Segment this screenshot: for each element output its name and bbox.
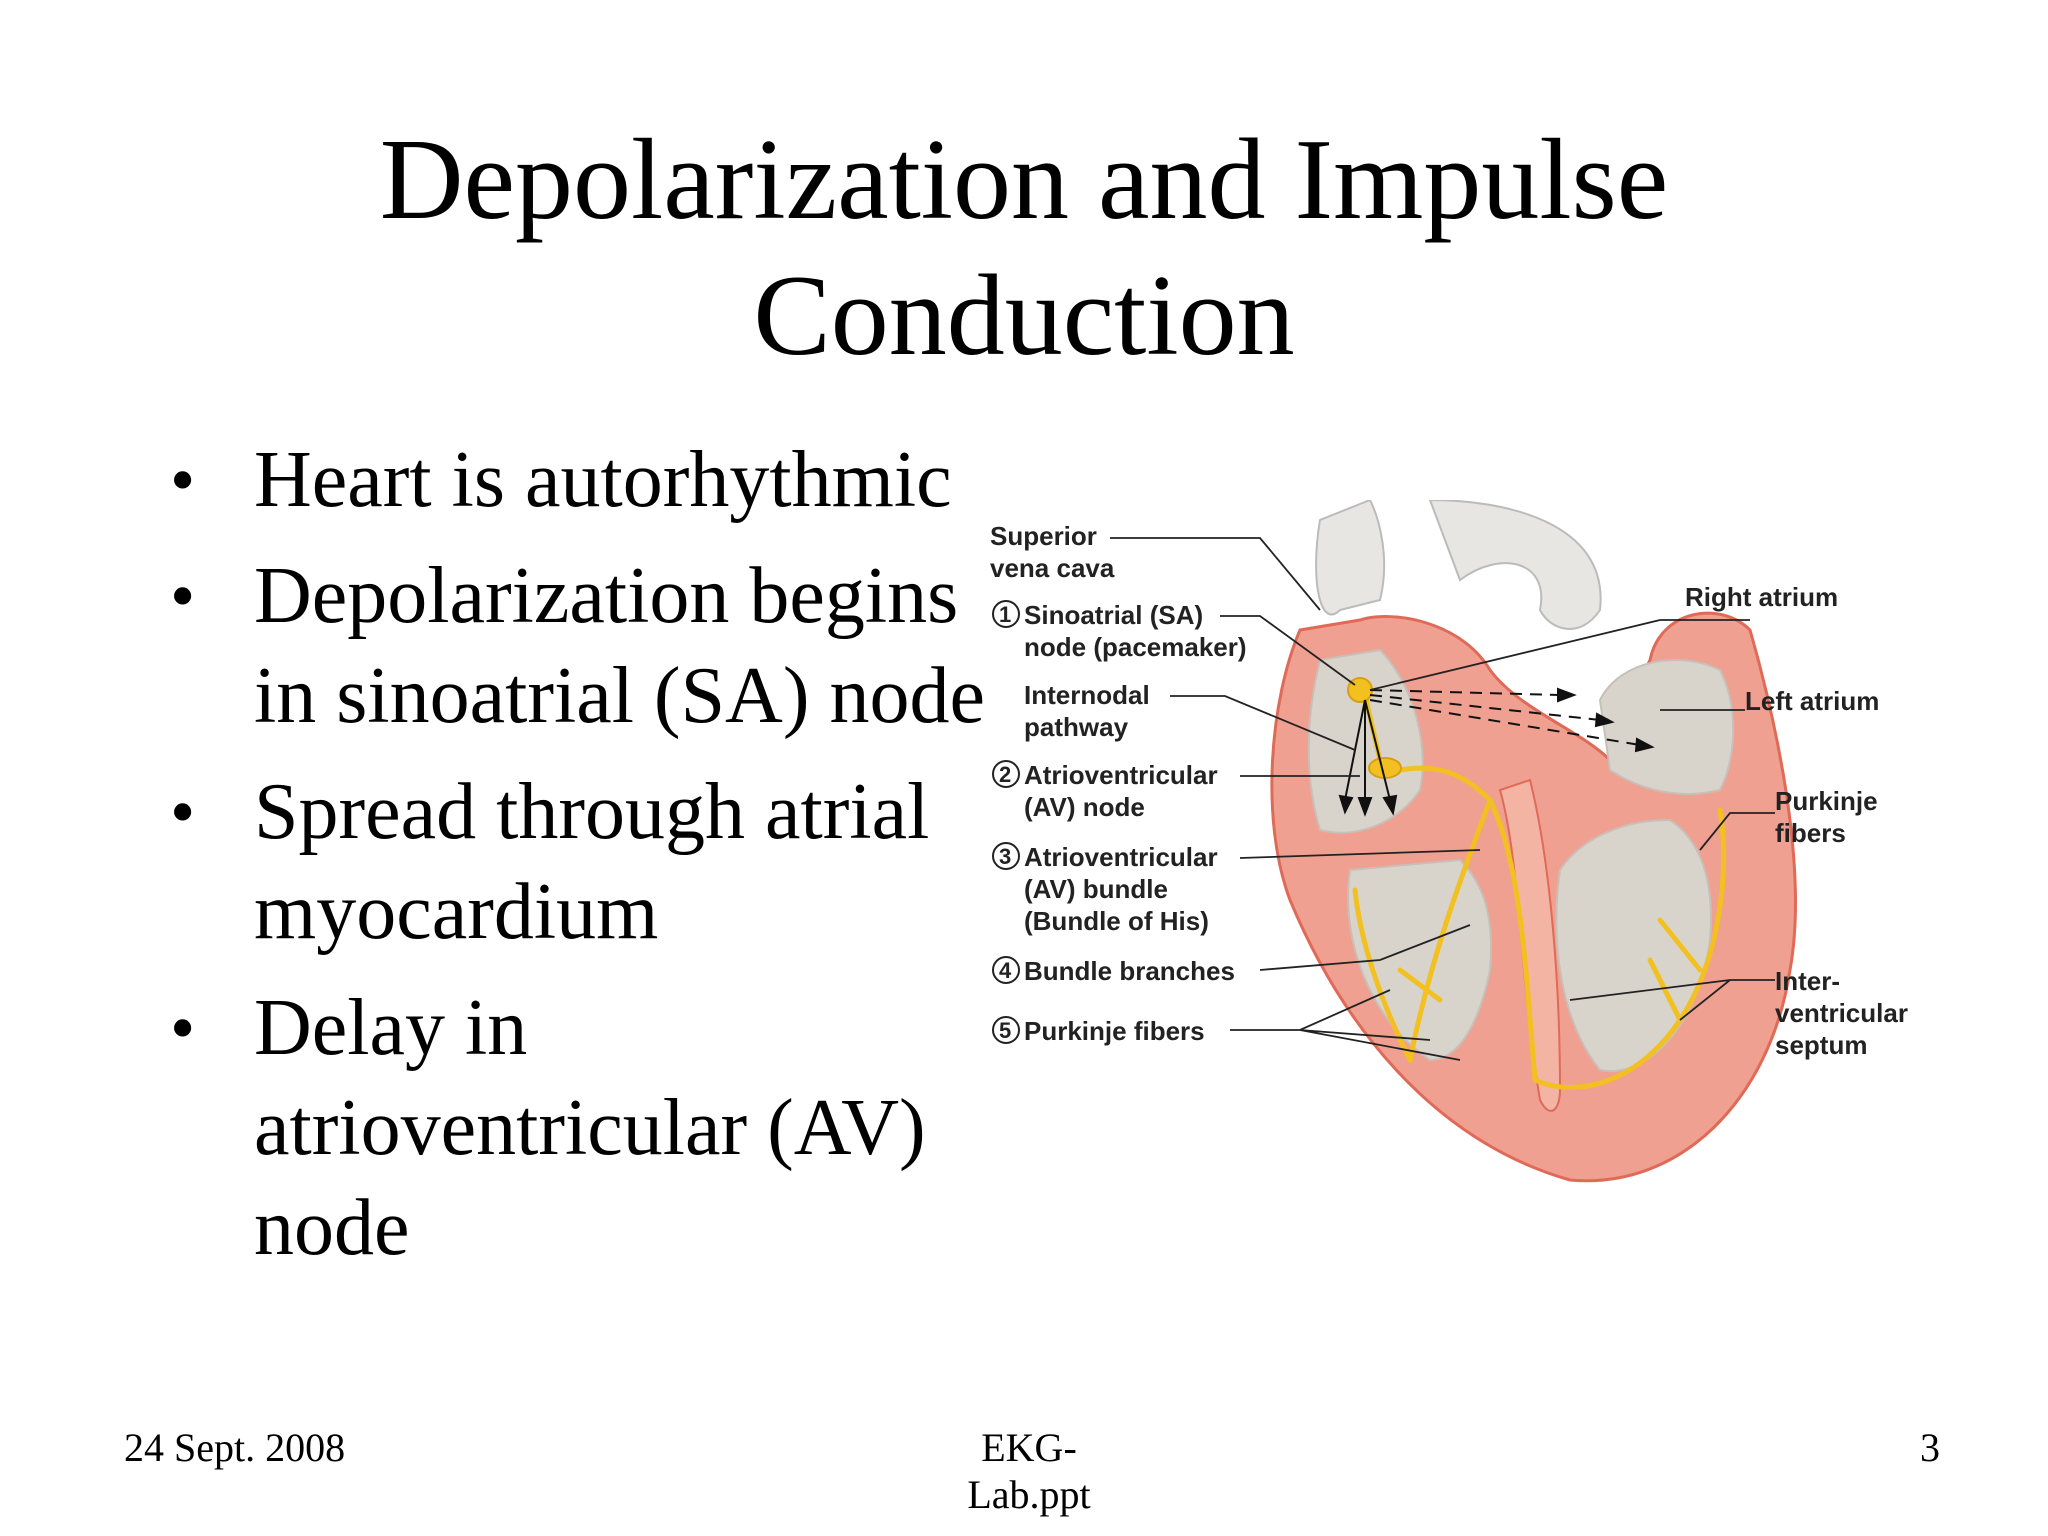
label-superior-vena-cava: Superior vena cava [990, 521, 1115, 583]
label-right-atrium: Right atrium [1685, 582, 1839, 612]
left-labels [990, 521, 1247, 1046]
label-bundle-branches: Bundle branches [1024, 956, 1235, 986]
footer-filename: EKG-Lab.ppt [967, 1425, 1091, 1517]
svg-text:1: 1 [999, 602, 1012, 627]
bullet-item: • Heart is autorhythmic [170, 430, 1000, 530]
svg-text:4: 4 [999, 958, 1012, 983]
label-purkinje-fibers-left: Purkinje fibers [1024, 1016, 1205, 1046]
bullet-list [170, 430, 1000, 1294]
bullet-item: • Spread through atrial myocardium [170, 762, 1000, 962]
label-left-atrium: Left atrium [1745, 686, 1880, 716]
av-node [1369, 758, 1401, 778]
label-av-node: Atrioventricular (AV) node [1024, 760, 1218, 822]
bullet-item: • Delay in atrioventricular (AV) node [170, 978, 1000, 1278]
label-interventricular-septum: Inter-ventricular septum [1775, 966, 1908, 1060]
label-sa-node: Sinoatrial (SA) node (pacemaker) [1024, 600, 1247, 662]
aorta [1430, 500, 1601, 629]
label-internodal-pathway: Internodal pathway [1024, 680, 1150, 742]
bullet-item: • Depolarization begins in sinoatrial (SA) node [170, 546, 1000, 746]
footer-page-number: 3 [1920, 1425, 1940, 1470]
label-purkinje-fibers-right: Purkinje fibers [1775, 786, 1878, 848]
left-atrium-cavity [1600, 660, 1733, 794]
footer-date: 24 Sept. 2008 [124, 1425, 346, 1470]
svg-text:5: 5 [999, 1018, 1012, 1043]
svg-text:3: 3 [999, 844, 1012, 869]
svg-text:2: 2 [999, 762, 1012, 787]
slide-title: Depolarization and Impulse Conduction [379, 116, 1669, 380]
heart-conduction-diagram [960, 500, 1960, 1200]
label-av-bundle: Atrioventricular (AV) bundle (Bundle of His) [1024, 842, 1218, 936]
superior-vena-cava [1316, 500, 1384, 614]
